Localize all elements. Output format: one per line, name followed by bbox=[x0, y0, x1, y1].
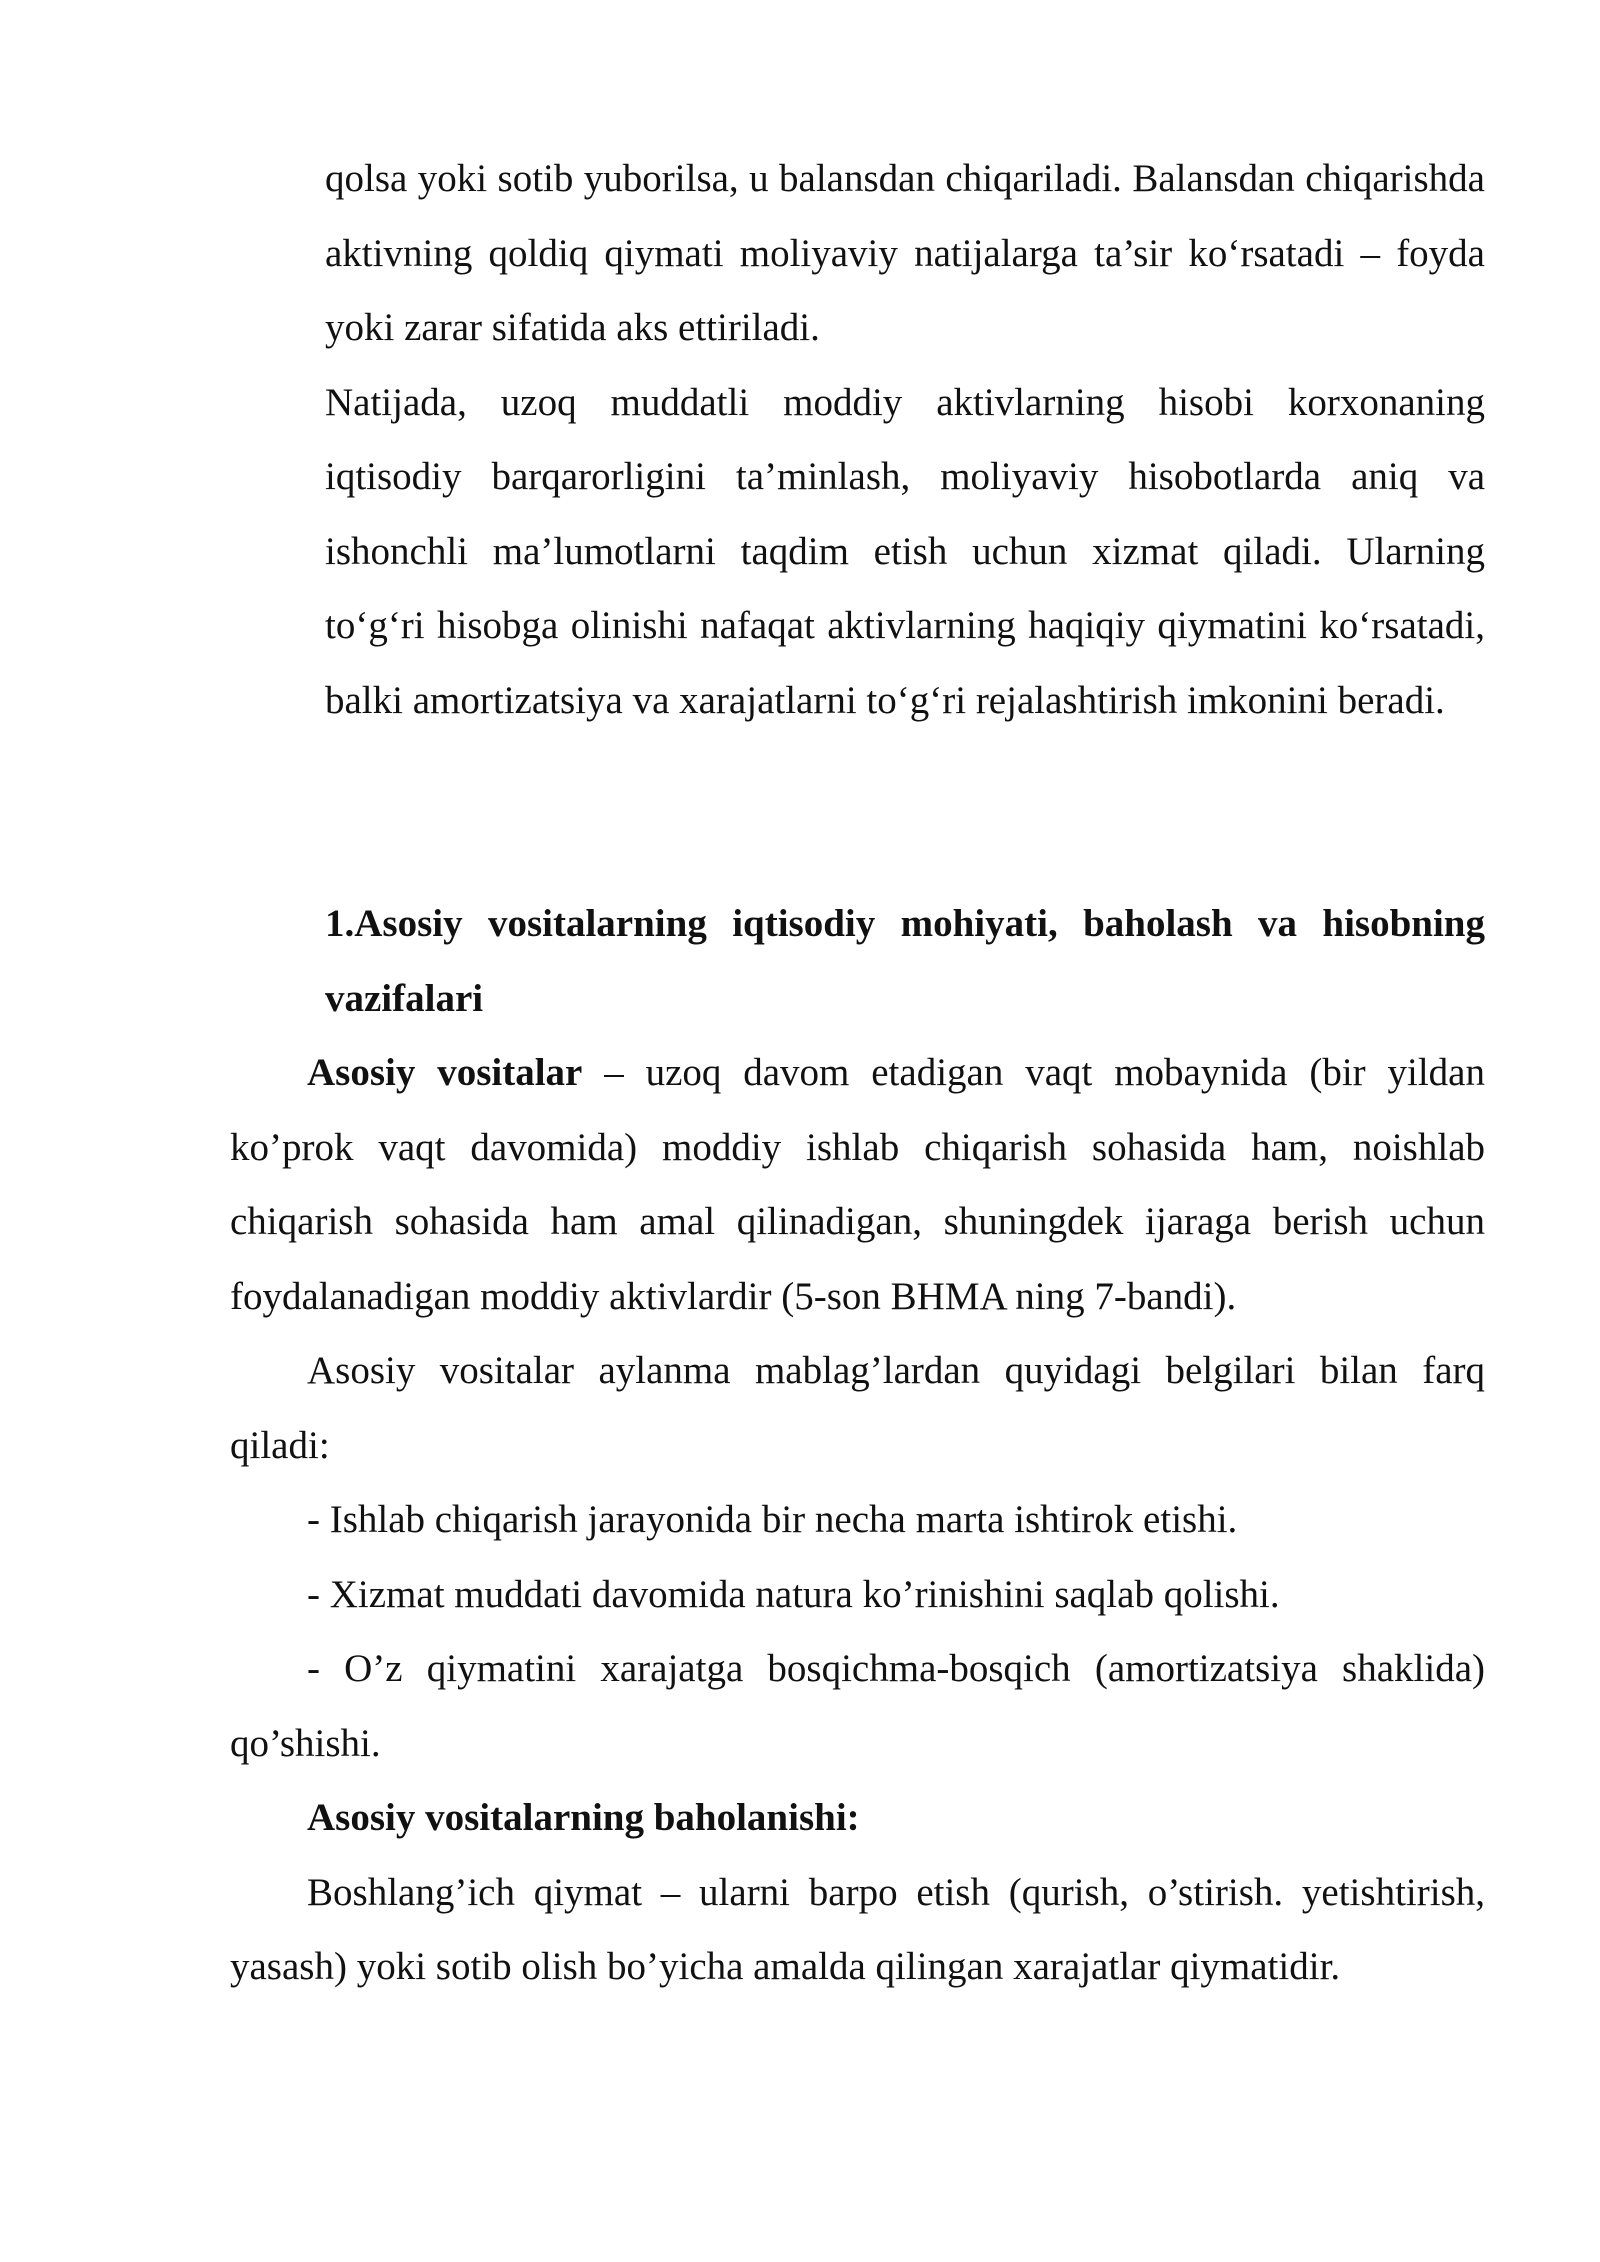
section-heading-line-2: vazifalari bbox=[325, 976, 484, 1020]
definition-paragraph bbox=[230, 1036, 1485, 1334]
valuation-heading: Asosiy vositalarning baholanishi: bbox=[307, 1796, 860, 1839]
intro-section bbox=[325, 142, 1485, 738]
feature-item-3: - O’z qiymatini xarajatga bosqichma-bosqich (amortizatsiya shaklida) qo’shishi. bbox=[230, 1647, 1485, 1765]
section-heading-line-1: 1.Asosiy vositalarning iqtisodiy mohiyati, baholash va hisobning bbox=[325, 902, 1485, 945]
main-body bbox=[230, 1036, 1485, 2005]
valuation-paragraph: Boshlang’ich qiymat – ularni barpo etish (qurish, o’stirish. yetishtirish, yasash) yoki sotib olish bo’yicha amalda qilingan xarajatlar qiymatidir. bbox=[230, 1870, 1485, 1988]
features-intro: Asosiy vositalar aylanma mablag’lardan quyidagi belgilari bilan farq qiladi: bbox=[230, 1349, 1485, 1467]
definition-text: – uzoq davom etadigan vaqt mobaynida (bir yildan ko’prok vaqt davomida) moddiy ishlab chiqarish sohasida ham, noishlab chiqarish sohasida ham amal qilinadigan, shuningdek ijaraga berish uchun foydalanadigan moddiy aktivlardir (5-son BHMA ning 7-bandi). bbox=[230, 1051, 1485, 1318]
feature-item-1: - Ishlab chiqarish jarayonida bir necha marta ishtirok etishi. bbox=[307, 1498, 1238, 1541]
intro-paragraph-2: Natijada, uzoq muddatli moddiy aktivlarning hisobi korxonaning iqtisodiy barqarorligini ta’minlash, moliyaviy hisobotlarda aniq va ishonchli ma’lumotlarni taqdim etish uchun xizmat qiladi. Ularning to‘g‘ri hisobga olinishi nafaqat aktivlarning haqiqiy qiymatini ko‘rsatadi, balki amortizatsiya va xarajatlarni to‘g‘ri rejalashtirish imkonini beradi. bbox=[325, 380, 1485, 722]
section-heading bbox=[325, 887, 1485, 1036]
feature-item-2: - Xizmat muddati davomida natura ko’rinishini saqlab qolishi. bbox=[307, 1572, 1280, 1616]
definition-term: Asosiy vositalar bbox=[307, 1051, 583, 1094]
intro-paragraph-1: qolsa yoki sotib yuborilsa, u balansdan chiqariladi. Balansdan chiqarishda aktivning qoldiq qiymati moliyaviy natijalarga ta’sir ko‘rsatadi – foyda yoki zarar sifatida aks ettiriladi. bbox=[325, 157, 1485, 349]
